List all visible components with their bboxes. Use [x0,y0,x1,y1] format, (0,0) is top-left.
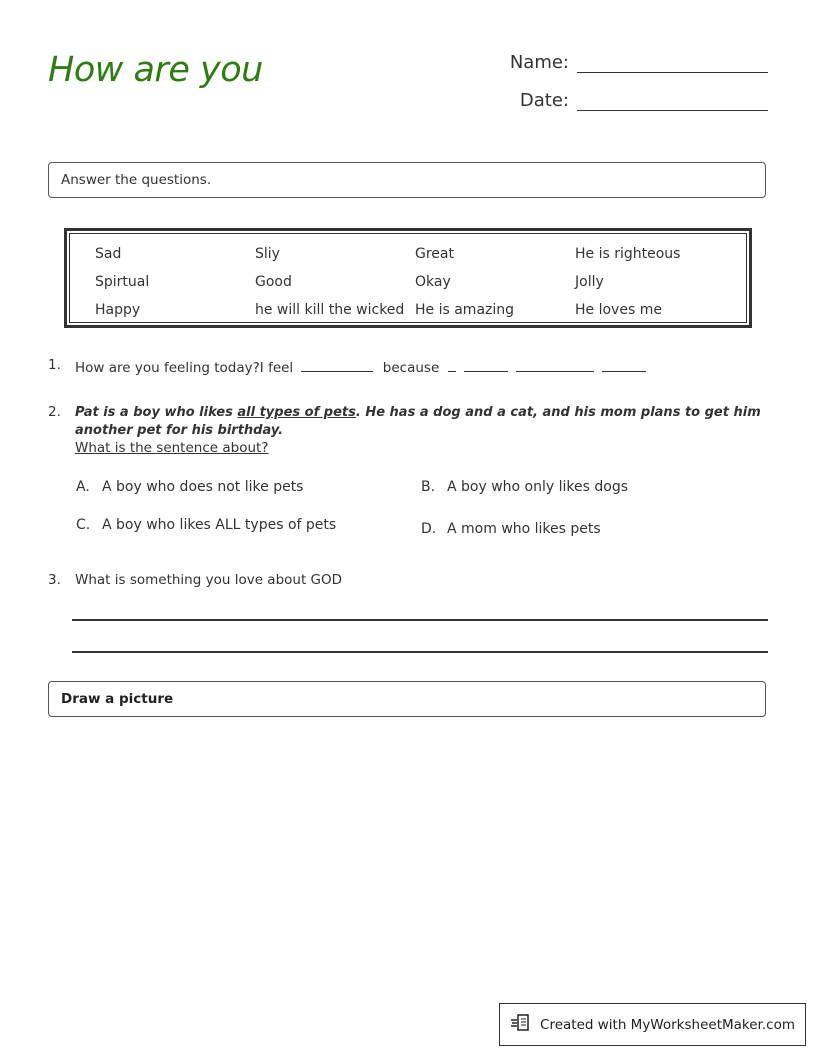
word-bank-item: He is amazing [415,302,515,318]
word-bank-grid [69,233,747,323]
question-2-passage [75,404,765,440]
question-3 [48,572,768,592]
word-bank-item: He loves me [575,302,662,318]
worksheet-title: How are you [48,50,263,90]
word-bank-item: Jolly [575,274,604,290]
question-text [75,357,646,376]
word-bank-item: Spirtual [95,274,150,290]
word-bank-item: He is righteous [575,246,681,262]
option-d[interactable] [421,521,601,537]
date-label: Date: [519,90,569,111]
passage-start: Pat is a boy who likes [75,405,238,420]
answer-line[interactable] [72,651,768,653]
question-2-prompt: What is the sentence about? [75,440,269,456]
question-1-text-before: How are you feeling today?I feel [75,360,294,376]
question-1 [48,357,768,377]
word-bank-item: Sliy [255,246,280,262]
answer-blank[interactable] [301,357,373,372]
option-text: A boy who likes ALL types of pets [102,517,337,533]
name-field-row [510,52,768,73]
question-number: 1. [48,357,61,373]
answer-blank[interactable] [602,357,646,372]
name-label: Name: [509,52,569,73]
option-letter: A. [76,479,90,495]
question-number: 3. [48,572,61,588]
footer-text: Created with MyWorksheetMaker.com [540,1016,795,1033]
footer-badge[interactable] [499,1003,806,1046]
option-letter: C. [76,517,91,533]
option-text: A boy who only likes dogs [447,479,628,495]
option-b[interactable] [421,479,628,495]
name-line[interactable] [577,52,768,73]
option-letter: D. [421,521,437,537]
word-bank-item: Good [255,274,292,290]
word-bank-item: Okay [415,274,451,290]
option-text: A mom who likes pets [447,521,601,537]
date-line[interactable] [577,90,768,111]
word-bank-item: he will kill the wicked [255,302,405,318]
option-c[interactable] [76,517,336,533]
answer-blank[interactable] [448,357,456,372]
question-number: 2. [48,404,61,420]
option-letter: B. [421,479,436,495]
word-bank-item: Happy [95,302,141,318]
draw-picture-box: Draw a picture [48,681,766,717]
answer-blank[interactable] [464,357,508,372]
answer-blank[interactable] [516,357,594,372]
word-bank-item: Great [415,246,454,262]
option-text: A boy who does not like pets [102,479,304,495]
instructions-box: Answer the questions. [48,162,766,198]
option-a[interactable] [76,479,303,495]
word-bank [64,228,752,328]
question-2 [48,404,768,464]
date-field-row [520,90,768,111]
passage-underlined: all types of pets [237,405,356,420]
answer-line[interactable] [72,619,768,621]
passage-end: . He has a dog and a cat, and his mom plans to get him another pet for his birthday. [75,405,761,438]
question-1-text-middle: because [382,360,440,376]
worksheet-maker-logo-icon [510,1012,532,1038]
word-bank-item: Sad [95,246,122,262]
question-text: What is something you love about GOD [75,572,343,588]
